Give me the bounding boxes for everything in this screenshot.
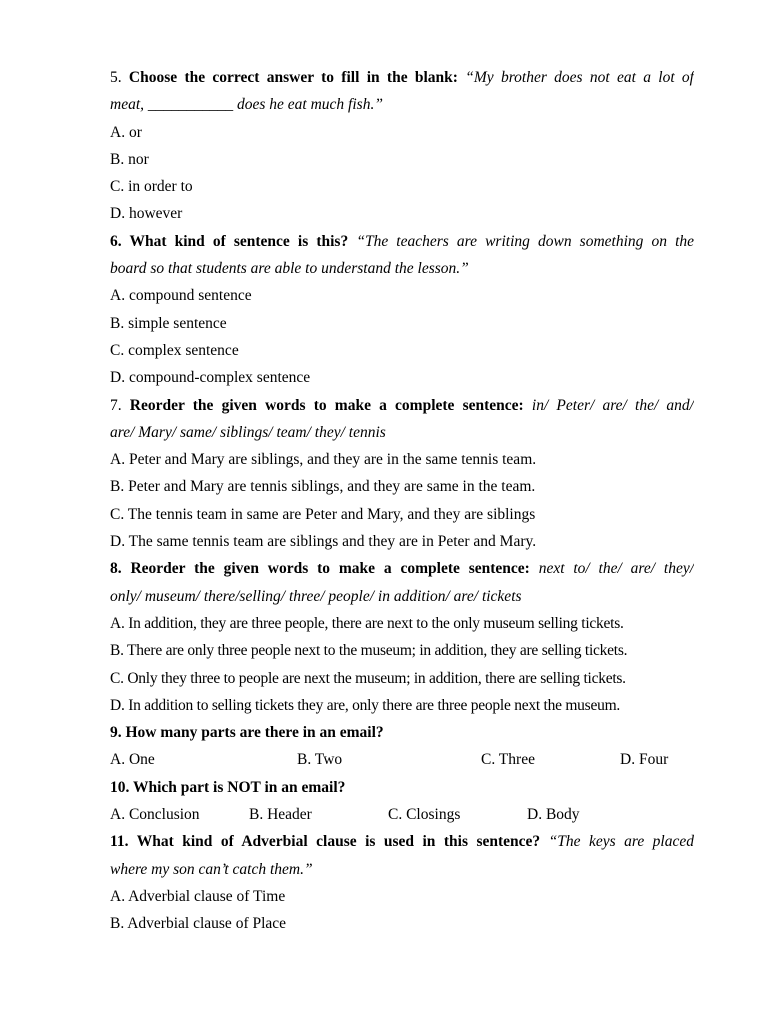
- q7-line-1: [110, 392, 694, 419]
- q7-words-1: in/ Peter/ are/ the/ and/: [531, 396, 694, 414]
- q7-option-d: D. The same tennis team are siblings and they are in Peter and Mary.: [110, 533, 537, 551]
- q6-option-c: C. complex sentence: [110, 341, 239, 359]
- q9-prompt-line: [110, 719, 694, 746]
- q7-number: 7.: [110, 396, 122, 414]
- q10-option-d: D. Body: [527, 806, 580, 824]
- q8-words-2: only/ museum/ there/selling/ three/ people/ in addition/ are/ tickets: [110, 587, 522, 605]
- q11-quote-1: “The keys are placed: [548, 833, 694, 851]
- q5-prompt: Choose the correct answer to fill in the blank:: [128, 69, 458, 86]
- q10-prompt-line: [110, 774, 694, 801]
- q10-option-b: B. Header: [249, 806, 312, 824]
- q5-line-2: [110, 91, 694, 118]
- q6-quote-1: “The teachers are writing down something on the: [356, 232, 694, 250]
- q5-number: 5.: [110, 69, 122, 86]
- q7-line-2: [110, 419, 694, 446]
- q11-quote-2: where my son can’t catch them.”: [110, 860, 313, 878]
- q5-option-c: C. in order to: [110, 178, 193, 196]
- q8-option-c: C. Only they three to people are next the museum; in addition, there are selling tickets.: [110, 669, 626, 687]
- q11-option-a: A. Adverbial clause of Time: [110, 887, 286, 905]
- q11-option-b: B. Adverbial clause of Place: [110, 915, 287, 933]
- q6-prompt: 6. What kind of sentence is this?: [110, 232, 349, 250]
- q7-option-a: A. Peter and Mary are siblings, and they are in the same tennis team.: [110, 451, 537, 469]
- q7-words-2: are/ Mary/ same/ siblings/ team/ they/ tennis: [110, 423, 386, 441]
- q8-line-1: [110, 555, 694, 582]
- q9-options-row: [110, 746, 694, 773]
- q8-words-1: next to/ the/ are/ they/: [538, 560, 694, 578]
- q8-option-b: B. There are only three people next to the museum; in addition, they are selling tickets.: [110, 642, 628, 660]
- q6-option-b: B. simple sentence: [110, 314, 227, 332]
- q7-option-c: C. The tennis team in same are Peter and Mary, and they are siblings: [110, 505, 536, 523]
- q7-option-b: B. Peter and Mary are tennis siblings, and they are same in the team.: [110, 478, 536, 496]
- q6-option-a: A. compound sentence: [110, 287, 252, 305]
- q10-prompt: 10. Which part is NOT in an email?: [110, 778, 346, 796]
- q9-prompt: 9. How many parts are there in an email?: [110, 724, 384, 742]
- q10-option-c: C. Closings: [388, 806, 461, 824]
- q7-prompt: Reorder the given words to make a complete sentence:: [129, 396, 524, 414]
- q5-option-b: B. nor: [110, 150, 149, 168]
- q6-quote-2: board so that students are able to understand the lesson.”: [110, 260, 469, 278]
- q5-quote-2: meat, ___________ does he eat much fish.”: [110, 96, 383, 114]
- worksheet-page: [110, 64, 694, 938]
- q11-line-2: [110, 856, 694, 883]
- q5-option-d: D. however: [110, 205, 183, 223]
- q8-option-a: A. In addition, they are three people, there are next to the only museum selling tickets.: [110, 614, 624, 632]
- q6-option-d: D. compound-complex sentence: [110, 369, 311, 387]
- q9-option-a: A. One: [110, 751, 155, 769]
- q9-option-d: D. Four: [620, 751, 669, 769]
- q5-quote-1: “My brother does not eat a lot of: [465, 69, 694, 86]
- q6-line-2: [110, 255, 694, 282]
- q8-line-2: [110, 583, 694, 610]
- q8-prompt: 8. Reorder the given words to make a complete sentence:: [110, 560, 530, 578]
- q11-prompt: 11. What kind of Adverbial clause is used in this sentence?: [110, 833, 541, 851]
- q8-option-d: D. In addition to selling tickets they are, only there are three people next the museum.: [110, 696, 621, 714]
- q9-option-c: C. Three: [481, 751, 535, 769]
- q9-option-b: B. Two: [297, 751, 343, 769]
- q5-line-1: [110, 64, 694, 91]
- q10-option-a: A. Conclusion: [110, 806, 200, 824]
- q5-option-a: A. or: [110, 123, 142, 141]
- q6-line-1: [110, 228, 694, 255]
- q11-line-1: [110, 828, 694, 855]
- q10-options-row: [110, 801, 694, 828]
